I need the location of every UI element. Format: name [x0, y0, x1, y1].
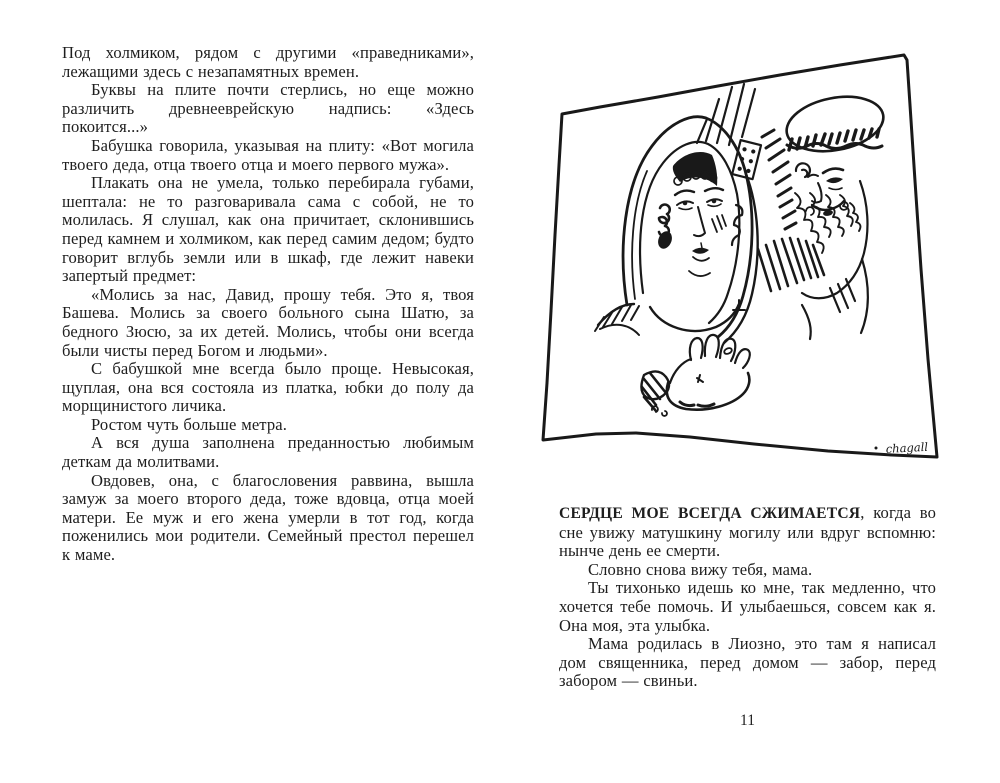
woman-figure [595, 117, 758, 343]
paragraph: С бабушкой мне всегда было проще. Невысокая, щуплая, она вся состояла из платка, юбки до полу да морщинистого личика. [62, 359, 474, 416]
cuff-hatch [642, 373, 666, 411]
paragraph: А вся душа заполнена преданностью любимым деткам да молитвами. [62, 433, 474, 472]
lead-caps: СЕРДЦЕ МОЕ ВСЕГДА СЖИМАЕТСЯ [559, 505, 861, 522]
paragraph: Бабушка говорила, указывая на плиту: «Вот могила твоего деда, отца твоего отца и моего первого мужа». [62, 135, 474, 174]
paragraph: Ростом чуть больше метра. [91, 414, 287, 434]
paragraph: Мама родилась в Лиозно, это там я написал дом священника, перед домом — забор, перед забором — свиньи. [559, 634, 936, 691]
rays [697, 84, 755, 145]
signature-dot [875, 447, 878, 450]
paragraph: «Молись за нас, Давид, прошу тебя. Это я, твоя Башева. Молись за своего больного сына Шатю, за бедного Зюсю, за их детей. Молись, чтобы они всегда были чисты перед Богом и людьми». [62, 284, 474, 360]
paragraph: Овдовев, она, с благословения раввина, вышла замуж за моего второго деда, тоже вдовца, отца моей матери. Ее муж и его жена умерли в тот год, когда поженились мои родители. Семейный престол перешел к маме. [62, 470, 474, 565]
paragraph: Под холмиком, рядом с другими «праведниками», лежащими здесь с незапамятных времен. [62, 43, 474, 81]
chagall-illustration [540, 53, 981, 474]
paragraph: Буквы на плите почти стерлись, но еще можно различить древнееврейскую надпись: «Здесь покоится...» [62, 80, 474, 137]
paragraph: Словно снова вижу тебя, мама. [588, 559, 813, 579]
artist-signature: chagall [885, 439, 929, 456]
lead-paragraph [559, 504, 936, 561]
paragraph: Плакать она не умела, только перебирала губами, шептала: не то разговаривала сама с собой, не то молилась. Я слушал, как она причитает, склонившись перед камнем и холмиком, как перед самим дедом; будто говорит вглубь земли или в шкаф, где лежит навеки запертый предмет: [62, 173, 474, 286]
lead-rest: , когда во сне увижу матушкину могилу или вдруг вспомню: нынче день ее смерти. [559, 503, 936, 561]
ink-sketch [540, 53, 981, 474]
hand [641, 335, 749, 416]
page-number: 11 [740, 712, 755, 729]
hair-curls [659, 171, 742, 245]
woman-face [675, 188, 726, 276]
beard-hatch [758, 238, 824, 291]
right-text-column [559, 504, 936, 691]
man-face [796, 163, 848, 215]
paragraph: Ты тихонько идешь ко мне, так медленно, что хочется тебе помочь. И улыбаешься, совсем как я. Она моя, эта улыбка. [559, 578, 936, 635]
beard-scribbles [795, 193, 860, 253]
man-figure [758, 89, 888, 339]
left-text-column [62, 44, 474, 565]
